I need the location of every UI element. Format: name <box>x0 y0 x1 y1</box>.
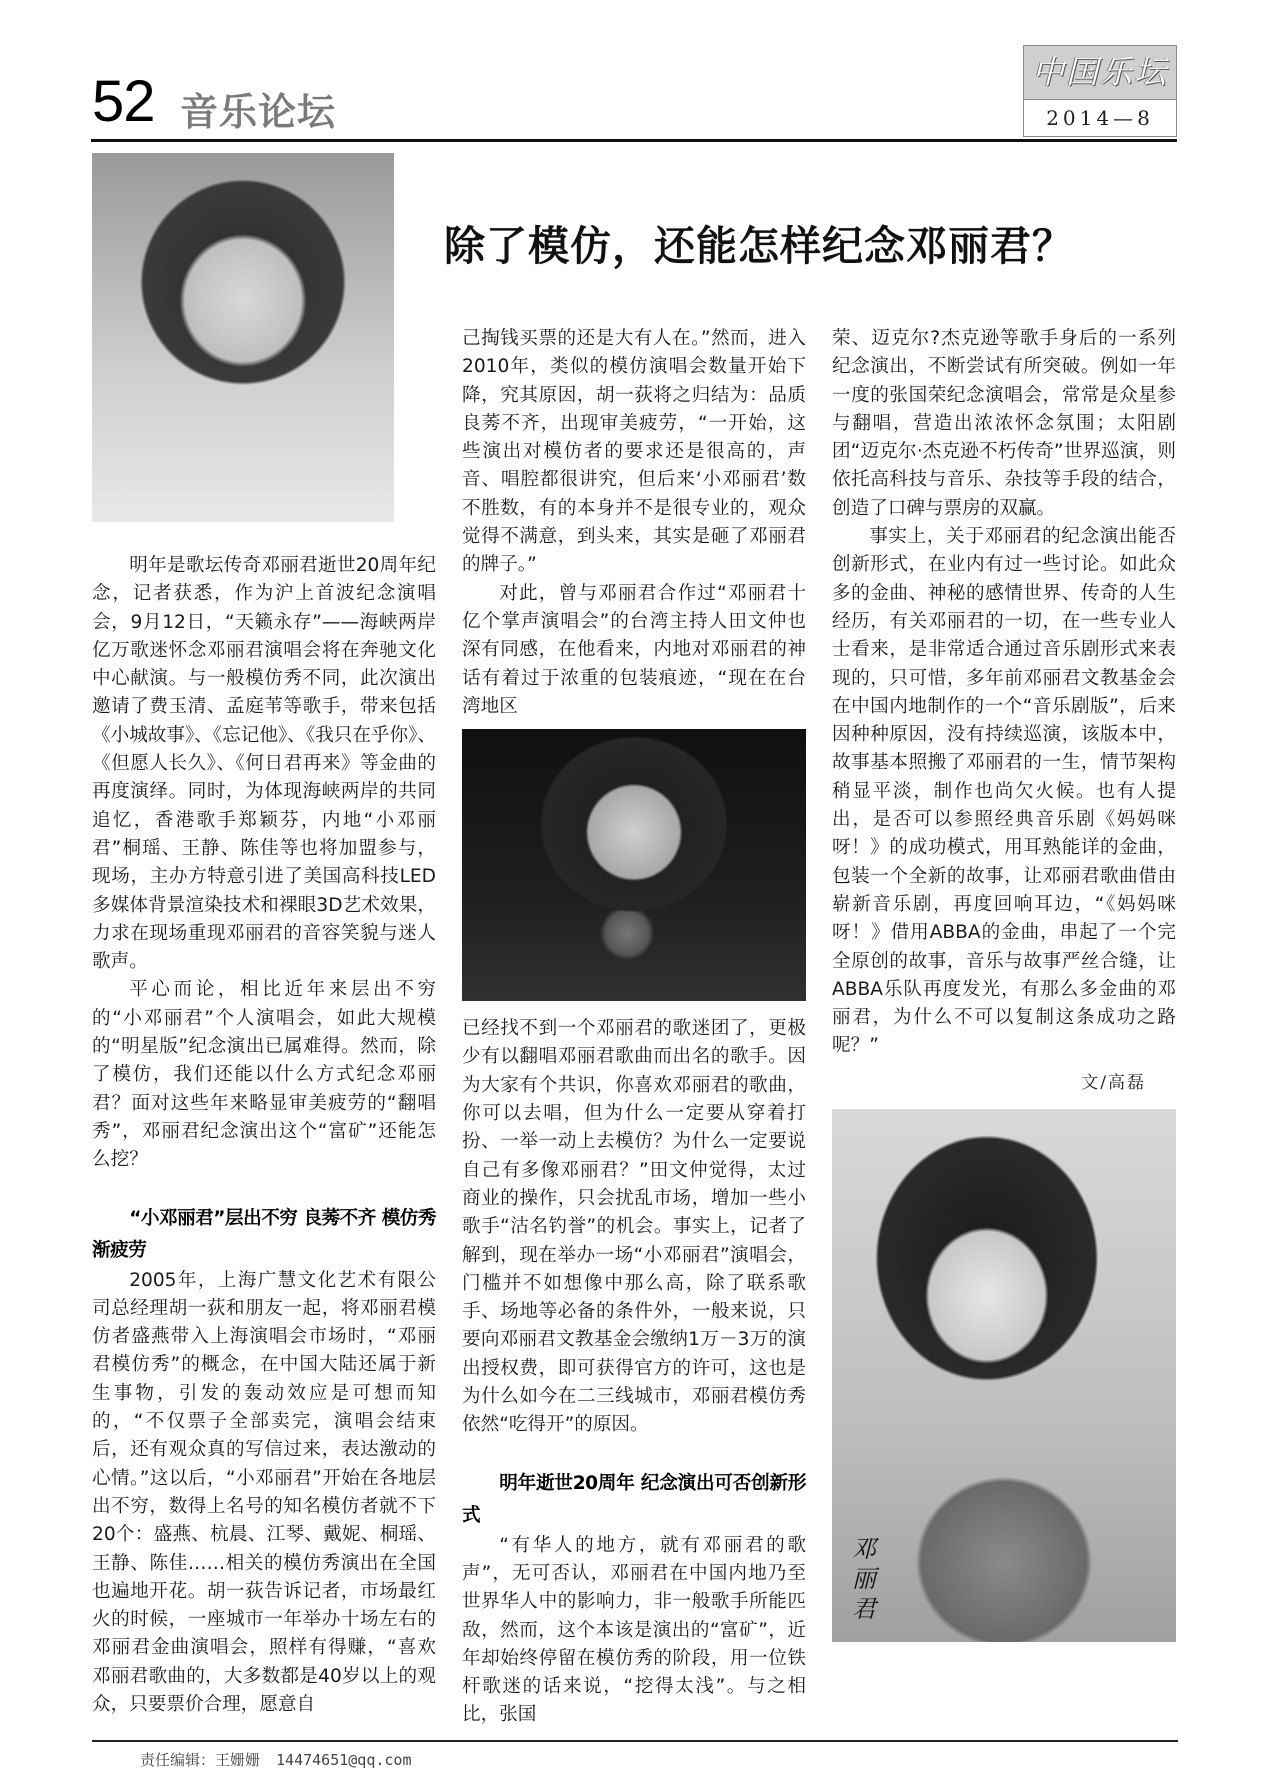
paragraph: 已经找不到一个邓丽君的歌迷团了，更极少有以翻唱邓丽君歌曲而出名的歌手。因为大家有个共识，你喜欢邓丽君的歌曲，你可以去唱，但为什么一定要从穿着打扮、一举一动上去模仿？为什么一定要说自己有多像邓丽君？”田文仲觉得，太过商业的操作，只会扰乱市场，增加一些小歌手“沽名钓誉”的机会。事实上，记者了解到，现在举办一场“小邓丽君”演唱会，门槛并不如想像中那么高，除了联系歌手、场地等必备的条件外，一般来说，只要向邓丽君文教基金会缴纳1万－3万的演出授权费，即可获得官方的许可，这也是为什么如今在二三线城市，邓丽君模仿秀依然“吃得开”的原因。 <box>462 1018 806 1436</box>
photo-portrait-smiling <box>832 1109 1176 1642</box>
paragraph: 2005年，上海广慧文化艺术有限公司总经理胡一荻和朋友一起，将邓丽君模仿者盛燕带入上海演唱会市场时，“邓丽君模仿秀”的概念，在中国大陆还属于新生事物，引发的轰动效应是可想而知的，“不仅票子全部卖完，演唱会结束后，还有观众真的写信过来，表达激动的心情。”这以后，“小邓丽君”开始在各地层出不穷，数得上名号的知名模仿者就不下20个：盛燕、杭晨、江琴、戴妮、桐瑶、王静、陈佳……相关的模仿秀演出在全国也遍地开花。胡一荻告诉记者，市场最红火的时候，一座城市一年举办十场左右的邓丽君金曲演唱会，照样有得赚，“喜欢邓丽君歌曲的，大多数都是40岁以上的观众，只要票价合理，愿意自 <box>92 1269 436 1715</box>
column-1-text <box>92 552 436 1719</box>
editor-email: 14474651@qq.com <box>276 1750 412 1769</box>
column-3-text <box>832 325 1176 1061</box>
paragraph: 事实上，关于邓丽君的纪念演出能否创新形式，在业内有过一些讨论。如此众多的金曲、神秘的感情世界、传奇的人生经历，有关邓丽君的一切，在一些专业人士看来，是非常适合通过音乐剧形式来表现的，只可惜，多年前邓丽君文教基金会在中国内地制作的一个“音乐剧版”，后来因种种原因，没有持续巡演，该版本中，故事基本照搬了邓丽君的一生，情节架构稍显平淡，制作也尚欠火候。也有人提出，是否可以参照经典音乐剧《妈妈咪呀！》的成功模式，用耳熟能详的金曲，包装一个全新的故事，让邓丽君歌曲借由崭新音乐剧，再度回响耳边，“《妈妈咪呀！》借用ABBA的金曲，串起了一个完全原创的故事，音乐与故事严丝合缝，让ABBA乐队再度发光，有那么多金曲的邓丽君，为什么不可以复制这条成功之路呢？” <box>832 526 1176 1057</box>
column-3 <box>832 153 1176 1642</box>
masthead: 中国乐坛 <box>1024 46 1176 100</box>
section-title: 音乐论坛 <box>180 90 337 134</box>
subheading: 明年逝世20周年 纪念演出可否创新形式 <box>462 1472 806 1526</box>
byline: 文/高磊 <box>1081 1072 1146 1093</box>
paragraph: 荣、迈克尔?杰克逊等歌手身后的一系列纪念演出，不断尝试有所突破。例如一年一度的张国荣纪念演唱会，常常是众星参与翻唱，营造出浓浓怀念氛围；太阳剧团“迈克尔·杰克逊不朽传奇”世界巡演，则依托高科技与音乐、杂技等手段的结合，创造了口碑与票房的双赢。 <box>832 328 1176 519</box>
photo-singing-microphone <box>462 729 806 1001</box>
paragraph: 己掏钱买票的还是大有人在。”然而，进入2010年，类似的模仿演唱会数量开始下降，究其原因，胡一荻将之归结为：品质良莠不齐，出现审美疲劳，“一开始，这些演出对模仿者的要求还是很高的，声音、唱腔都很讲究，但后来‘小邓丽君’数不胜数，有的本身并不是很专业的，观众觉得不满意，到头来，其实是砸了邓丽君的牌子。” <box>462 328 806 576</box>
page-footer <box>92 1740 1178 1790</box>
page-number: 52 <box>92 69 155 134</box>
footer-rule <box>92 1740 1178 1742</box>
paragraph: 平心而论，相比近年来层出不穷的“小邓丽君”个人演唱会，如此大规模的“明星版”纪念演出已属难得。然而，除了模仿，我们还能以什么方式纪念邓丽君？面对这些年来略显审美疲劳的“翻唱秀”，邓丽君纪念演出这个“富矿”还能怎么挖？ <box>92 979 436 1171</box>
column-2-top <box>462 325 806 721</box>
footer <box>140 1750 1178 1770</box>
paragraph: 对此，曾与邓丽君合作过“邓丽君十亿个掌声演唱会”的台湾主持人田文仲也深有同感，在他看来，内地对邓丽君的神话有着过于浓重的包装痕迹，“现在在台湾地区 <box>462 582 806 717</box>
column-2 <box>462 153 806 1730</box>
photo-portrait-hands <box>92 153 394 522</box>
article-body <box>92 0 1178 1730</box>
signature: 邓丽君 <box>852 1534 876 1623</box>
paragraph: “有华人的地方，就有邓丽君的歌声”，无可否认，邓丽君在中国内地乃至世界华人中的影响力，非一般歌手所能匹敌，然而，这个本该是演出的“富矿”，近年却始终停留在模仿秀的阶段，用一位铁杆歌迷的话来说，“挖得太浅”。与之相比，张国 <box>462 1534 806 1726</box>
editor-credit: 责任编辑：王姗姗 <box>140 1750 261 1769</box>
column-1 <box>92 153 436 1719</box>
column-2-bottom <box>462 1015 806 1730</box>
issue-number: 2014—8 <box>1046 106 1154 130</box>
paragraph: 明年是歌坛传奇邓丽君逝世20周年纪念，记者获悉，作为沪上首波纪念演唱会，9月12日，“天籁永存”——海峡两岸亿万歌迷怀念邓丽君演唱会将在奔驰文化中心献演。与一般模仿秀不同，此次演出邀请了费玉清、孟庭苇等歌手，带来包括《小城故事》、《忘记他》、《我只在乎你》、《但愿人长久》、《何日君再来》等金曲的再度演绎。同时，为体现海峡两岸的共同追忆，香港歌手郑颖芬，内地“小邓丽君”桐瑶、王静、陈佳等也将加盟参与，现场，主办方特意引进了美国高科技LED多媒体背景渲染技术和裸眼3D艺术效果，力求在现场重现邓丽君的音容笑貌与迷人歌声。 <box>92 555 436 973</box>
subheading: “小邓丽君”层出不穷 良莠不齐 模仿秀渐疲劳 <box>92 1207 436 1261</box>
article-title: 除了模仿，还能怎样纪念邓丽君？ <box>444 222 1074 270</box>
